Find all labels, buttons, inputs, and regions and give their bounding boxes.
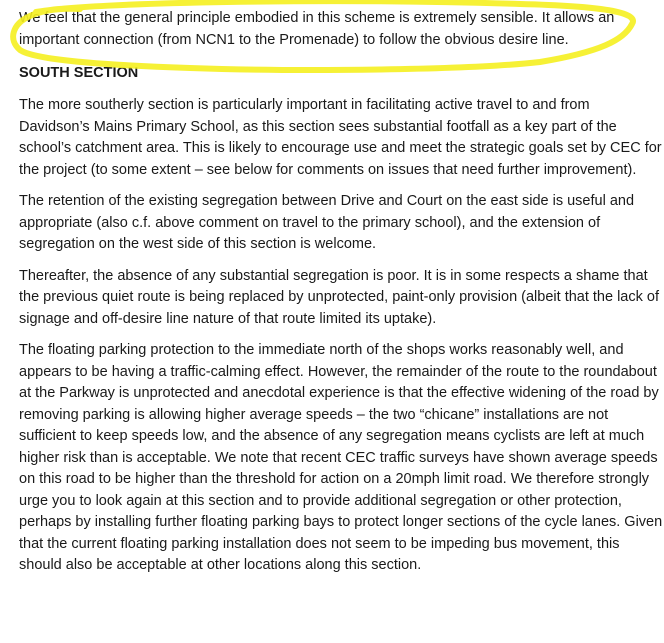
paragraph-absence: Thereafter, the absence of any substantial segregation is poor. It is in some respects a shame that the previous quiet route is being replaced by unprotected, paint-only provision (albeit that the lack of signage and off-desire line nature of that route limited its uptake). [19,267,659,327]
paragraph-floating-parking: The floating parking protection to the immediate north of the shops works reasonably well, and appears to be having a traffic-calming effect. However, the remainder of the route to the roundabout at the Parkway is unprotected and anecdotal experience is that the effective widening of the road by removing parking is allowing higher average speeds – the two “chicane” installations are not sufficient to keep speeds low, and the absence of any segregation means cyclists are left at much higher risk than is acceptable. We note that recent CEC traffic surveys have shown average speeds on this road to be higher than the threshold for action on a 20mph limit road. We therefore strongly urge you to look again at this section and to provide additional segregation or other protection, perhaps by installing further floating parking bays to protect longer sections of the cycle lanes. Given that the current floating parking installation does not seem to be impeding bus movement, this should also be acceptable at other locations along this section. [19,342,663,573]
paragraph-school: The more southerly section is particularly important in facilitating active travel to and from Davidson’s Mains Primary School, as this section sees substantial footfall as a key part of the school’s catchment area. This is likely to encourage use and meet the strategic goals set by CEC for the project (to some extent – see below for comments on issues that need further improvement). [19,97,662,178]
section-heading: SOUTH SECTION [19,65,139,81]
intro-paragraph: We feel that the general principle embodied in this scheme is extremely sensible. It allows an important connection (from NCN1 to the Promenade) to follow the obvious desire line. [19,10,615,48]
paragraph-retention: The retention of the existing segregation between Drive and Court on the east side is useful and appropriate (also c.f. above comment on travel to the primary school), and the extension of segregation on the west side of this section is welcome. [19,193,635,252]
